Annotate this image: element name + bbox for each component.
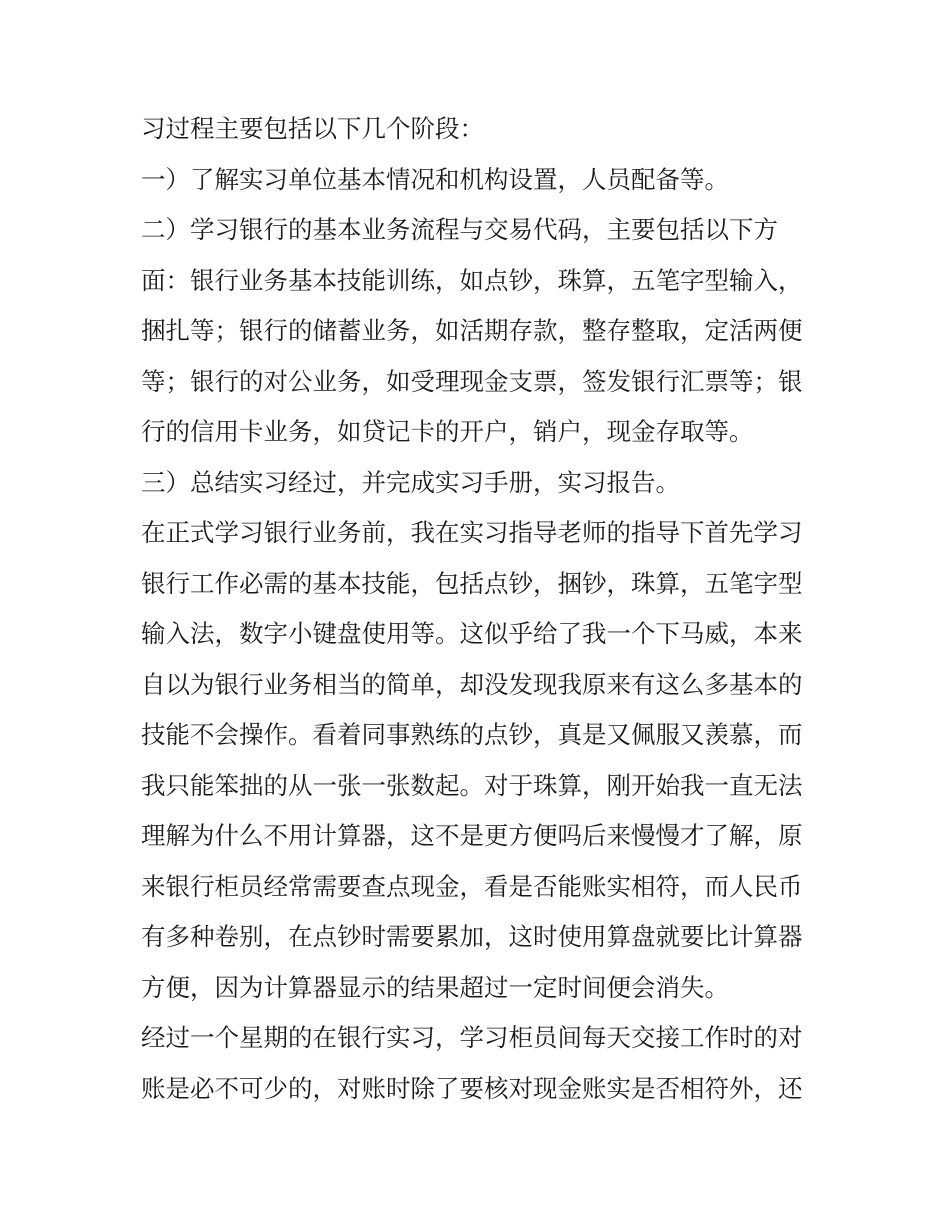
text-line: 自以为银行业务相当的简单，却没发现我原来有这么多基本的	[141, 670, 803, 699]
text-line: 一）了解实习单位基本情况和机构设置，人员配备等。	[141, 165, 729, 194]
text-line: 行的信用卡业务，如贷记卡的开户，销户，现金存取等。	[141, 417, 754, 446]
text-line: 方便，因为计算器显示的结果超过一定时间便会消失。	[141, 973, 729, 1002]
text-line: 等；银行的对公业务，如受理现金支票，签发银行汇票等；银	[141, 367, 803, 396]
text-line: 技能不会操作。看着同事熟练的点钞，真是又佩服又羡慕，而	[141, 720, 803, 749]
text-line: 捆扎等；银行的储蓄业务，如活期存款，整存整取，定活两便	[141, 316, 803, 345]
text-line: 面：银行业务基本技能训练，如点钞，珠算，五笔字型输入，	[141, 266, 803, 295]
text-line: 习过程主要包括以下几个阶段：	[141, 114, 484, 143]
text-line: 银行工作必需的基本技能，包括点钞，捆钞，珠算，五笔字型	[141, 569, 803, 598]
text-line: 输入法，数字小键盘使用等。这似乎给了我一个下马威，本来	[141, 619, 803, 648]
text-line: 理解为什么不用计算器，这不是更方便吗后来慢慢才了解，原	[141, 821, 803, 850]
text-line: 在正式学习银行业务前，我在实习指导老师的指导下首先学习	[141, 518, 803, 547]
text-line: 经过一个星期的在银行实习，学习柜员间每天交接工作时的对	[141, 1023, 803, 1052]
text-line: 二）学习银行的基本业务流程与交易代码，主要包括以下方	[141, 215, 778, 244]
text-line: 账是必不可少的，对账时除了要核对现金账实是否相符外，还	[141, 1074, 803, 1103]
text-line: 有多种卷别，在点钞时需要累加，这时使用算盘就要比计算器	[141, 922, 803, 951]
text-line: 三）总结实习经过，并完成实习手册，实习报告。	[141, 468, 680, 497]
text-line: 我只能笨拙的从一张一张数起。对于珠算，刚开始我一直无法	[141, 771, 803, 800]
text-line: 来银行柜员经常需要查点现金，看是否能账实相符，而人民币	[141, 872, 803, 901]
